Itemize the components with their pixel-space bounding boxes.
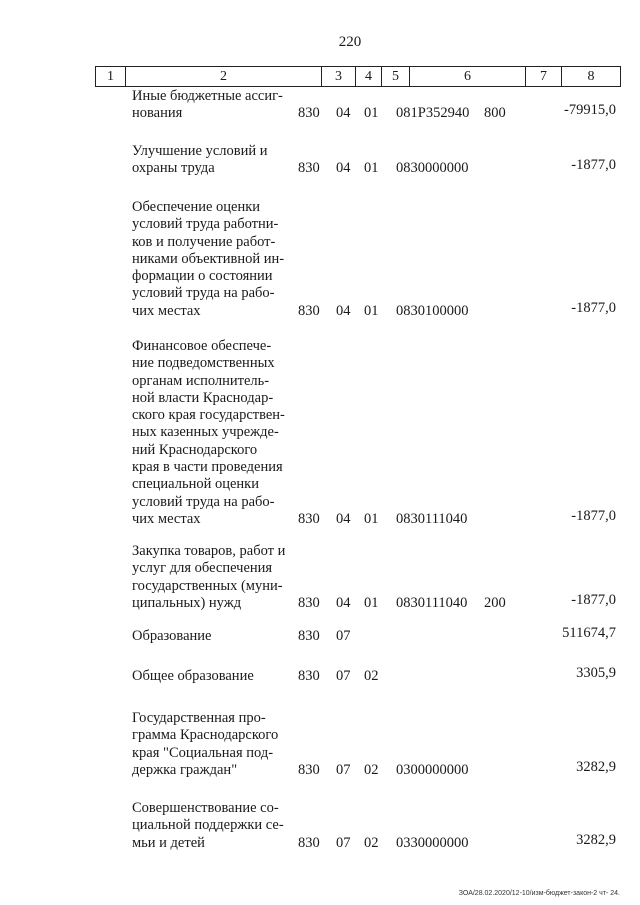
row-code-ministry: 830 bbox=[298, 511, 320, 527]
row-code-subsection: 02 bbox=[364, 834, 379, 851]
row-name-line: ние подведомственных bbox=[132, 355, 275, 372]
row-code-section: 07 bbox=[336, 628, 351, 644]
row-code-target: 081Р352940 bbox=[396, 105, 470, 122]
row-amount: -79915,0 bbox=[564, 102, 616, 119]
row-code-subsection: 01 bbox=[364, 302, 379, 319]
row-code-section: 07 bbox=[336, 761, 351, 778]
row-code-ministry: 830 bbox=[298, 105, 320, 122]
row-name-line: условий труда на рабо- bbox=[132, 493, 275, 510]
header-col-6: 6 bbox=[410, 67, 526, 86]
row-code-expense-type: 800 bbox=[484, 105, 506, 122]
row-name-line: ципальных) нужд bbox=[132, 594, 242, 611]
row-code-section: 04 bbox=[336, 105, 351, 122]
row-name bbox=[132, 628, 294, 645]
row-code-section: 04 bbox=[336, 160, 351, 177]
row-code-section: 04 bbox=[336, 302, 351, 319]
row-amount: 3282,9 bbox=[576, 831, 616, 848]
row-name-line: циальной поддержки се- bbox=[132, 817, 284, 834]
row-amount: -1877,0 bbox=[571, 591, 616, 608]
row-name-line: Совершенствование со- bbox=[132, 800, 279, 816]
row-name-line: нования bbox=[132, 105, 183, 122]
row-code-subsection: 01 bbox=[364, 511, 379, 527]
row-name-line: охраны труда bbox=[132, 160, 215, 177]
row-name-line: Обеспечение оценки bbox=[132, 199, 261, 215]
row-name bbox=[132, 710, 294, 779]
row-amount: 511674,7 bbox=[562, 625, 616, 641]
header-col-3: 3 bbox=[322, 67, 356, 86]
header-col-8: 8 bbox=[587, 69, 595, 84]
row-name bbox=[132, 668, 294, 685]
row-name-line: Закупка товаров, работ и bbox=[132, 543, 286, 559]
row-code-ministry: 830 bbox=[298, 761, 320, 778]
row-code-target: 0830000000 bbox=[396, 160, 469, 177]
table-header bbox=[95, 66, 621, 87]
row-name-line: условий труда работни- bbox=[132, 216, 279, 233]
row-name-line: Финансовое обеспече- bbox=[132, 338, 272, 354]
row-name-line: края "Социальная под- bbox=[132, 744, 274, 761]
row-code-subsection: 01 bbox=[364, 160, 379, 177]
row-amount: -1877,0 bbox=[571, 157, 616, 174]
row-name-line: специальной оценки bbox=[132, 476, 259, 493]
row-name-line: края в части проведения bbox=[132, 459, 283, 476]
row-name-line: Общее образование bbox=[132, 668, 254, 684]
row-name-line: Иные бюджетные ассиг- bbox=[132, 88, 283, 104]
row-name-line: государственных (муни- bbox=[132, 577, 283, 594]
row-name-line: формации о состоянии bbox=[132, 268, 273, 285]
row-amount: -1877,0 bbox=[571, 299, 616, 316]
row-code-target: 0830111040 bbox=[396, 594, 468, 611]
row-code-section: 04 bbox=[336, 511, 351, 527]
row-name-line: мьи и детей bbox=[132, 834, 205, 851]
row-code-ministry: 830 bbox=[298, 594, 320, 611]
row-name-line: чих местах bbox=[132, 302, 201, 319]
row-name-line: услуг для обеспечения bbox=[132, 560, 273, 577]
header-col-7: 7 bbox=[526, 67, 562, 86]
row-code-ministry: 830 bbox=[298, 834, 320, 851]
row-code-subsection: 02 bbox=[364, 761, 379, 778]
row-code-target: 0830111040 bbox=[396, 511, 468, 527]
row-code-section: 07 bbox=[336, 834, 351, 851]
row-name-line: чих местах bbox=[132, 510, 201, 527]
row-name bbox=[132, 88, 294, 123]
row-name-line: Государственная про- bbox=[132, 710, 266, 726]
row-name-line: грамма Краснодарского bbox=[132, 727, 279, 744]
row-code-subsection: 01 bbox=[364, 105, 379, 122]
row-code-target: 0830100000 bbox=[396, 302, 469, 319]
row-code-ministry: 830 bbox=[298, 628, 320, 644]
row-code-section: 07 bbox=[336, 668, 351, 684]
row-name-line: условий труда на рабо- bbox=[132, 285, 275, 302]
row-name-line: держка граждан" bbox=[132, 761, 238, 778]
row-name-line: ского края государствен- bbox=[132, 407, 285, 424]
row-code-ministry: 830 bbox=[298, 302, 320, 319]
header-col-2: 2 bbox=[126, 67, 322, 86]
footer-reference: ЗОА/28.02.2020/12-10/изм-бюджет-закон-2 чт- 24. bbox=[458, 890, 620, 897]
row-code-subsection: 01 bbox=[364, 594, 379, 611]
page-number: 220 bbox=[338, 34, 362, 50]
header-col-5: 5 bbox=[382, 67, 410, 86]
row-name bbox=[132, 543, 294, 612]
header-col-1: 1 bbox=[96, 67, 126, 86]
row-name bbox=[132, 338, 294, 528]
row-name-line: ных казенных учрежде- bbox=[132, 424, 279, 441]
row-name-line: никами объективной ин- bbox=[132, 250, 285, 267]
row-code-target: 0300000000 bbox=[396, 761, 469, 778]
row-amount: -1877,0 bbox=[571, 508, 616, 524]
row-name bbox=[132, 800, 294, 852]
row-name-line: Улучшение условий и bbox=[132, 143, 268, 159]
header-col-4: 4 bbox=[356, 67, 382, 86]
row-amount: 3282,9 bbox=[576, 758, 616, 775]
row-code-target: 0330000000 bbox=[396, 834, 469, 851]
row-name-line: Образование bbox=[132, 628, 212, 644]
row-code-ministry: 830 bbox=[298, 160, 320, 177]
row-name-line: органам исполнитель- bbox=[132, 372, 270, 389]
row-amount: 3305,9 bbox=[576, 665, 616, 681]
row-name-line: ков и получение работ- bbox=[132, 233, 276, 250]
row-name-line: ний Краснодарского bbox=[132, 441, 258, 458]
row-name bbox=[132, 199, 294, 320]
row-name-line: ной власти Краснодар- bbox=[132, 389, 274, 406]
row-code-ministry: 830 bbox=[298, 668, 320, 684]
row-code-section: 04 bbox=[336, 594, 351, 611]
row-code-expense-type: 200 bbox=[484, 594, 506, 611]
row-name bbox=[132, 143, 294, 178]
row-code-subsection: 02 bbox=[364, 668, 379, 684]
